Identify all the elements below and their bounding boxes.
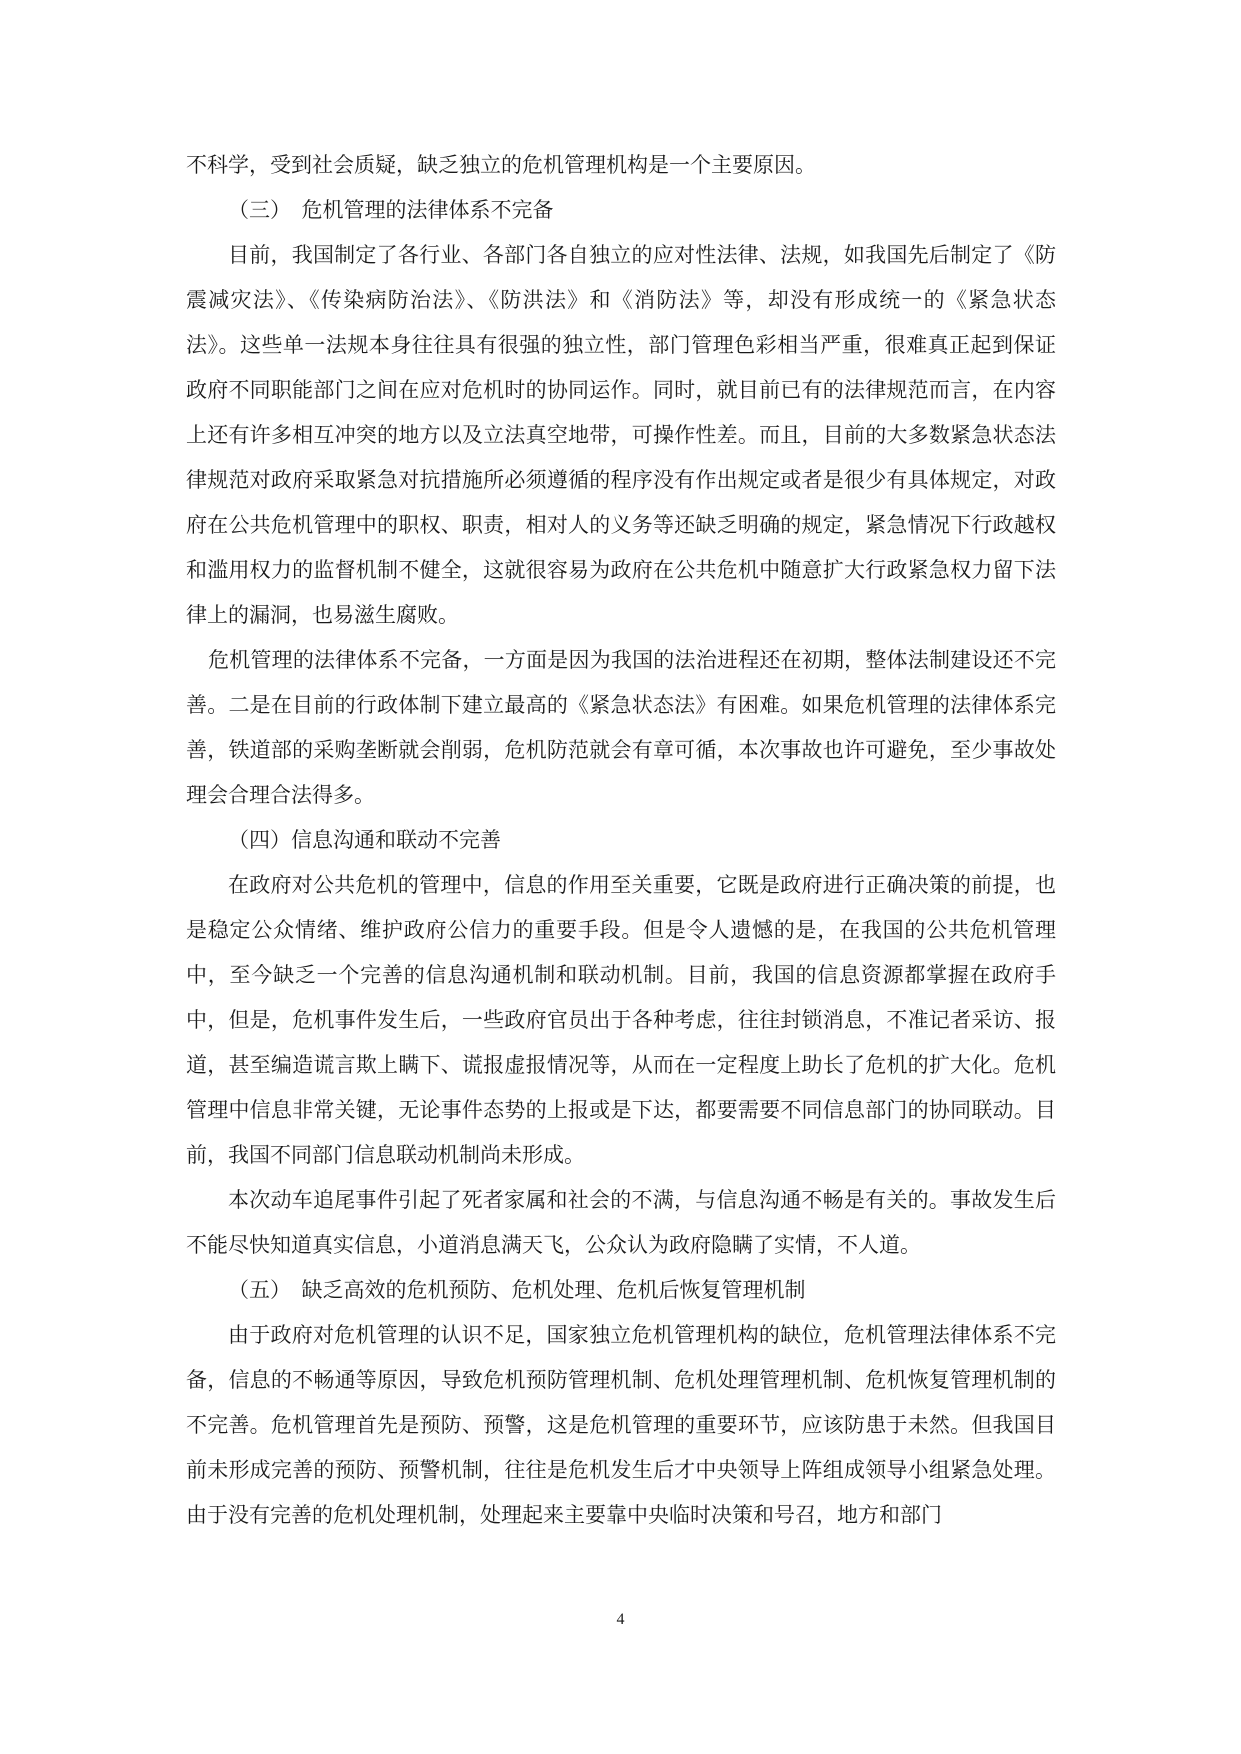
section-4-paragraph-2: 本次动车追尾事件引起了死者家属和社会的不满，与信息沟通不畅是有关的。事故发生后不能尽快知道真实信息，小道消息满天飞，公众认为政府隐瞒了实情，不人道。	[186, 1188, 1056, 1257]
section-5-paragraph-1: 由于政府对危机管理的认识不足，国家独立危机管理机构的缺位，危机管理法律体系不完备，信息的不畅通等原因，导致危机预防管理机制、危机处理管理机制、危机恢复管理机制的不完善。危机管理首先是预防、预警，这是危机管理的重要环节，应该防患于未然。但我国目前未形成完善的预防、预警机制，往往是危机发生后才中央领导上阵组成领导小组紧急处理。由于没有完善的危机处理机制，处理起来主要靠中央临时决策和号召，地方和部门	[186, 1323, 1056, 1527]
section-3-paragraph-2: 危机管理的法律体系不完备，一方面是因为我国的法治进程还在初期，整体法制建设还不完善。二是在目前的行政体制下建立最高的《紧急状态法》有困难。如果危机管理的法律体系完善，铁道部的采购垄断就会削弱，危机防范就会有章可循，本次事故也许可避免，至少事故处理会合理合法得多。	[186, 648, 1056, 807]
section-3-paragraph-1: 目前，我国制定了各行业、各部门各自独立的应对性法律、法规，如我国先后制定了《防震减灾法》、《传染病防治法》、《防洪法》和《消防法》等，却没有形成统一的《紧急状态法》。这些单一法规本身往往具有很强的独立性，部门管理色彩相当严重，很难真正起到保证政府不同职能部门之间在应对危机时的协同运作。同时，就目前已有的法律规范而言，在内容上还有许多相互冲突的地方以及立法真空地带，可操作性差。而且，目前的大多数紧急状态法律规范对政府采取紧急对抗措施所必须遵循的程序没有作出规定或者是很少有具体规定，对政府在公共危机管理中的职权、职责，相对人的义务等还缺乏明确的规定，紧急情况下行政越权和滥用权力的监督机制不健全，这就很容易为政府在公共危机中随意扩大行政紧急权力留下法律上的漏洞，也易滋生腐败。	[186, 243, 1056, 627]
section-4-heading: （四）信息沟通和联动不完善	[228, 828, 501, 852]
page-number: 4	[616, 1611, 625, 1628]
continuation-paragraph: 不科学，受到社会质疑，缺乏独立的危机管理机构是一个主要原因。	[186, 153, 816, 177]
section-5-heading: （五） 缺乏高效的危机预防、危机处理、危机后恢复管理机制	[228, 1278, 806, 1302]
section-3-heading: （三） 危机管理的法律体系不完备	[228, 198, 554, 222]
section-4-paragraph-1: 在政府对公共危机的管理中，信息的作用至关重要，它既是政府进行正确决策的前提，也是稳定公众情绪、维护政府公信力的重要手段。但是令人遗憾的是，在我国的公共危机管理中，至今缺乏一个完善的信息沟通机制和联动机制。目前，我国的信息资源都掌握在政府手中，但是，危机事件发生后，一些政府官员出于各种考虑，往往封锁消息，不准记者采访、报道，甚至编造谎言欺上瞒下、谎报虚报情况等，从而在一定程度上助长了危机的扩大化。危机管理中信息非常关键，无论事件态势的上报或是下达，都要需要不同信息部门的协同联动。目前，我国不同部门信息联动机制尚未形成。	[186, 873, 1056, 1167]
